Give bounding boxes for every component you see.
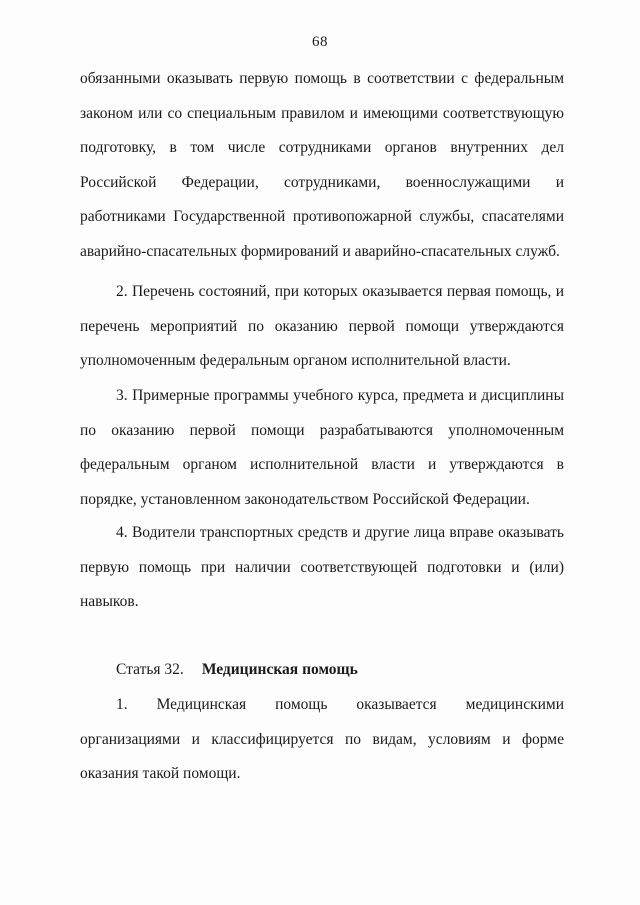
paragraph-item-4: 4. Водители транспортных средств и другие лица вправе оказывать первую помощь при наличии соответствующей подготовки и (или) навыков. — [80, 524, 564, 610]
article-heading — [116, 653, 358, 688]
article-label: Статья 32. — [116, 661, 184, 678]
paragraph-article-32-item-1: 1. Медицинская помощь оказывается медицинскими организациями и классифицируется по видам, условиям и форме оказания такой помощи. — [80, 696, 564, 782]
paragraph-item-2: 2. Перечень состояний, при которых оказывается первая помощь, и перечень мероприятий по оказанию первой помощи утверждаются уполномоченным федеральным органом исполнительной власти. — [80, 283, 564, 369]
paragraph-item-3: 3. Примерные программы учебного курса, предмета и дисциплины по оказанию первой помощи разрабатываются уполномоченным федеральным органом исполнительной власти и утверждаются в порядке, установленном законодательством Российской Федерации. — [80, 387, 564, 508]
paragraph-continuation: обязанными оказывать первую помощь в соответствии с федеральным законом или со специальным правилом и имеющими соответствующую подготовку, в том числе сотрудниками органов внутренних дел Российской Федерации, сотрудниками, военнослужащими и работниками Государственной противопожарной службы, спасателями аварийно-спасательных формирований и аварийно-спасательных служб. — [80, 70, 564, 260]
article-title: Медицинская помощь — [201, 661, 358, 678]
page-number: 68 — [312, 34, 328, 50]
